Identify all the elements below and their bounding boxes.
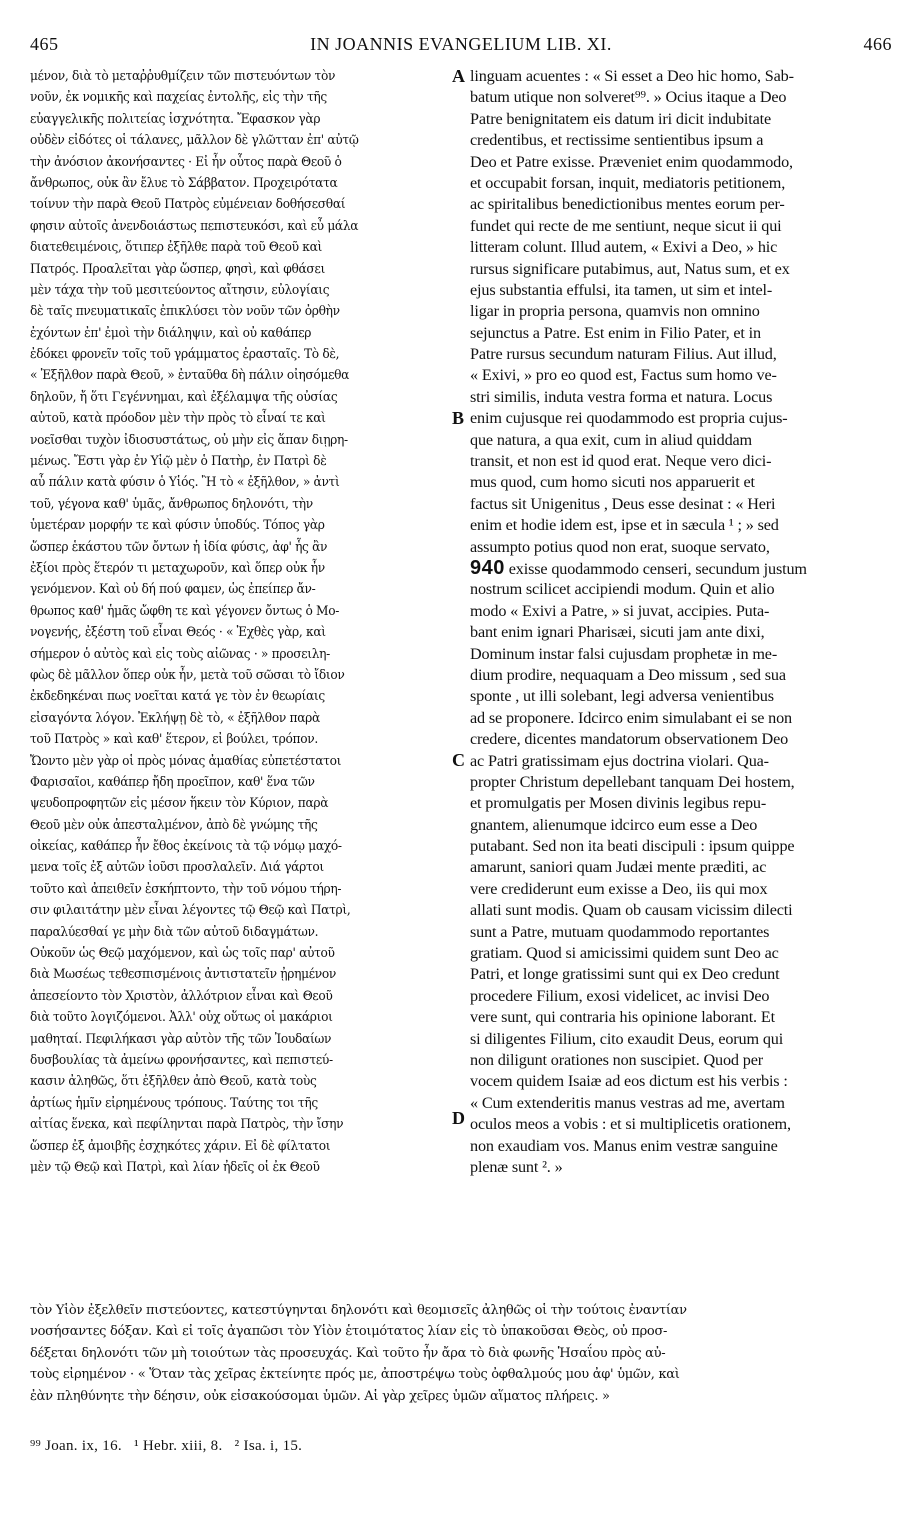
greek-text-line: μένον, διὰ τὸ μεταῤῥυθμίζειν τῶν πιστευόντων τὸν bbox=[30, 69, 336, 84]
latin-text-line: putabant. Sed non ita beati discipuli : ipsum quippe bbox=[470, 837, 795, 856]
greek-text-line: μὲν τάχα τὴν τοῦ μεσιτεύοντος αἴτησιν, εὐλογίαις bbox=[30, 282, 330, 298]
latin-text-line: et promulgatis per Mosen divinis legibus repu- bbox=[470, 794, 767, 813]
latin-text-line: fundet qui recte de me sentiunt, neque sicut ii qui bbox=[470, 216, 782, 235]
latin-text-line: plenæ sunt ². » bbox=[470, 1157, 563, 1176]
greek-text-line: διὰ τοῦτο λογιζόμενοι. Ἀλλ' οὐχ οὕτως οἱ μακάριοι bbox=[30, 1010, 333, 1026]
latin-text-line: sponte , ut illi solebant, legi adversa venientibus bbox=[470, 687, 774, 706]
latin-text-line: « Exivi, » pro eo quod est, Factus sum homo ve- bbox=[470, 366, 777, 385]
greek-text-line: μὲν τῷ Θεῷ καὶ Πατρὶ, καὶ λίαν ἠδεῖς οἱ ἐκ Θεοῦ bbox=[30, 1159, 320, 1175]
greek-text-line: ἐξίοι πρὸς ἕτερόν τι μεταχωροῦν, καὶ ὅπερ οὐκ ἦν bbox=[30, 560, 325, 576]
latin-text-line: Patre benignitatem eis datum iri dicit indubitate bbox=[470, 109, 772, 128]
margin-marker-b: B bbox=[452, 408, 465, 428]
latin-text-line: 940 exisse quodammodo censeri, secundum justum bbox=[470, 556, 807, 579]
greek-text-line: ἐκδεδηκέναι πως νοεῖται κατά γε τὸν ἐν θεωρίαις bbox=[30, 689, 325, 705]
greek-text-line: ἄνθρωπος, οὐκ ἂν ἔλυε τὸ Σάββατον. Προχειρότατα bbox=[30, 175, 338, 191]
greek-full-width-line: τὸν Υἱὸν ἐξελθεῖν πιστεύοντες, κατεστύγηνται δηλονότι καὶ θεομισεῖς ἀληθῶς οἱ τὴν τούτοις ἐναντίαν bbox=[30, 1303, 687, 1318]
column-number: 940 bbox=[470, 556, 505, 579]
greek-text-line: δηλοῦν, ἤ ὅτι Γεγέννημαι, καὶ ἐξέλαμψα τῆς οὐσίας bbox=[30, 389, 338, 405]
greek-text-line: σήμερον ὁ αὐτὸς καὶ εἰς τοὺς αἰῶνας · » προσειλη- bbox=[30, 646, 330, 662]
latin-text-line: non diligunt orationes non suscipiet. Quod per bbox=[470, 1050, 763, 1069]
greek-text-line: ψευδοπροφητῶν εἰς μέσον ἥκειν τὸν Κύριον, παρὰ bbox=[30, 796, 329, 812]
greek-full-width-line: δέξεται δηλονότι τῶν μὴ τοιούτων τὰς προσευχάς. Καὶ τοῦτο ἦν ἄρα τὸ διὰ φωνῆς Ἡσαΐου πρὸς αὐ- bbox=[30, 1345, 666, 1361]
greek-full-width-line: νοσήσαντες δόξαν. Καὶ εἰ τοῖς ἀγαπῶσι τὸν Υἱὸν ἑτοιμότατος λίαν εἰς τὸ ὑπακοῦσαι Θεὸς, οὐ προσ- bbox=[30, 1324, 668, 1340]
latin-text-line: gnantem, alienumque idcirco eum esse a Deo bbox=[470, 815, 758, 834]
latin-text-line: si diligentes Filium, cito exaudit Deus, eorum qui bbox=[470, 1029, 784, 1048]
latin-text-line: amarunt, saniori quam Judæi mente præditi, ac bbox=[470, 858, 767, 877]
latin-text-line: gratiam. Quod si amicissimi quidem sunt Deo ac bbox=[470, 944, 779, 963]
greek-text-line: τοῦ Πατρὸς » καὶ καθ' ἕτερον, εἰ βούλει, τρόπον. bbox=[30, 732, 318, 748]
latin-text-line: nostrum scilicet accipiendi modum. Quin et alio bbox=[470, 580, 775, 599]
latin-text-line: mus quod, cum homo sicuti nos apparuerit et bbox=[470, 473, 755, 492]
greek-text-line: Φαρισαῖοι, καθάπερ ἤδη προεῖπον, καθ' ἕνα τῶν bbox=[30, 774, 315, 790]
greek-text-column bbox=[30, 66, 425, 1178]
greek-text-line: μένως. Ἔστι γὰρ ἐν Υἱῷ μὲν ὁ Πατὴρ, ἐν Πατρὶ δὲ bbox=[30, 454, 327, 470]
latin-text-line: Dominum instar falsi cujusdam prophetæ in me- bbox=[470, 644, 778, 663]
greek-text-line: ὑμετέραν μορφήν τε καὶ φύσιν ὑποδύς. Τόπος γὰρ bbox=[30, 518, 325, 534]
greek-text-line: Ὤοντο μὲν γὰρ οἱ πρὸς μόνας ἀμαθίας εὐπετέστατοι bbox=[30, 753, 342, 769]
latin-text-line: non exaudiam vos. Manus enim vestræ sanguine bbox=[470, 1136, 778, 1155]
greek-text-line: οὐδὲν εἰδότες οἱ τάλανες, μᾶλλον δὲ γλῶτταν ἐπ' αὐτῷ bbox=[30, 133, 359, 149]
latin-text-line: batum utique non solveret⁹⁹. » Ocius itaque a Deo bbox=[470, 88, 787, 107]
greek-text-line: κασιν ἀληθῶς, ὅτι ἐξῆλθεν ἀπὸ Θεοῦ, κατὰ τοὺς bbox=[30, 1074, 317, 1090]
latin-text-line: rursus significare putabimus, aut, Natus sum, et ex bbox=[470, 259, 790, 278]
latin-text-line: Deo et Patre exisse. Præveniet enim quodammodo, bbox=[470, 152, 793, 171]
latin-text-line: ligar in propria persona, quamvis non omnino bbox=[470, 302, 760, 321]
latin-text-line: factus sit Unigenitus , Deus esse desinat : « Heri bbox=[470, 494, 776, 513]
latin-text-line: enim cujusque rei quodammodo est propria cujus- bbox=[470, 409, 788, 428]
latin-text-line: assumpto potius quod non erat, suoque servato, bbox=[470, 537, 770, 556]
greek-text-line: ἐδόκει φρονεῖν τοῖς τοῦ γράμματος ἐρασταῖς. Τὸ δὲ, bbox=[30, 347, 340, 363]
latin-text-line: ac spiritalibus benedictionibus mentes eorum per- bbox=[470, 195, 785, 214]
footnotes: ⁹⁹ Joan. ix, 16. ¹ Hebr. xiii, 8. ² Isa. i, 15. bbox=[30, 1438, 303, 1454]
latin-text-line: et occupabit forsan, inquit, mediatoris petitionem, bbox=[470, 173, 786, 192]
greek-text-line: σιν φιλαιτάτην μὲν εἶναι λέγοντες τῷ Θεῷ καὶ Πατρὶ, bbox=[30, 903, 351, 919]
latin-text-column bbox=[470, 66, 890, 1178]
latin-text-line: dium prodire, nequaquam a Deo missum , sed sua bbox=[470, 665, 786, 684]
latin-text-line: procedere Filium, exosi videlicet, ac invisi Deo bbox=[470, 986, 770, 1005]
latin-text-line: enim et hodie idem est, ipse et in sæcula ¹ ; » sed bbox=[470, 516, 779, 535]
margin-marker-a: A bbox=[452, 66, 465, 86]
greek-text-line: διὰ Μωσέως τεθεσπισμένοις ἀντιστατεῖν ᾐρημένον bbox=[30, 967, 336, 983]
greek-text-line: παραλύεσθαί γε μὴν διὰ τῶν αὐτοῦ διδαγμάτων. bbox=[30, 924, 319, 940]
greek-text-line: τὴν ἀνόσιον ἀκονήσαντες · Εἰ ἦν οὗτος παρὰ Θεοῦ ὁ bbox=[30, 154, 342, 170]
greek-text-line: δὲ ταῖς πνευματικαῖς ἐπικλύσει τὸν νοῦν τῶν ὀρθὴν bbox=[30, 304, 340, 320]
latin-text-line: que natura, a qua exit, cum in aliud quiddam bbox=[470, 430, 752, 449]
greek-text-line: οἰκείας, καθάπερ ἦν ἔθος ἐκείνοις τὰ τῷ νόμῳ μαχό- bbox=[30, 839, 342, 855]
latin-text-line: linguam acuentes : « Si esset a Deo hic homo, Sab- bbox=[470, 67, 794, 85]
latin-text-line: vere crediderunt eum exisse a Deo, iis qui mox bbox=[470, 879, 768, 898]
page-number-right: 466 bbox=[863, 34, 892, 54]
greek-text-line: ὥσπερ ἑκάστου τῶν ὄντων ἡ ἰδία φύσις, ἀφ' ἧς ἂν bbox=[30, 539, 328, 555]
latin-text-line: modo « Exivi a Patre, » si juvat, accipies. Puta- bbox=[470, 601, 770, 620]
greek-text-line: μενα τοῖς ἐξ αὐτῶν ἰοῦσι προσλαλεῖν. Διά γάρτοι bbox=[30, 860, 324, 876]
greek-text-line: Πατρός. Προαλεῖται γὰρ ὥσπερ, φησὶ, καὶ φθάσει bbox=[30, 261, 325, 277]
greek-text-line: ἀρτίως ἡμῖν εἰρημένους τρόπους. Ταύτης τοι τῆς bbox=[30, 1095, 318, 1111]
greek-full-width-line: τοὺς εἰρημένον · « Ὅταν τὰς χεῖρας ἐκτείνητε πρός με, ἀποστρέψω τοὺς ὀφθαλμούς μου ἀφ' ὑμῶν, καὶ bbox=[30, 1367, 680, 1383]
greek-text-line: ὥσπερ ἐξ ἀμοιβῆς ἐσχηκότες χάριν. Εἰ δὲ φίλτατοι bbox=[30, 1138, 331, 1154]
latin-text-line: Patre rursus secundum naturam Filius. Aut illud, bbox=[470, 345, 777, 364]
greek-text-line: Θεοῦ μὲν οὐκ ἀπεσταλμένον, ἀπὸ δὲ γνώμης τῆς bbox=[30, 817, 318, 833]
greek-text-line: εἰσαγόντα λόγον. Ἐκλήψῃ δὲ τὸ, « ἐξῆλθον παρὰ bbox=[30, 710, 320, 726]
latin-text-line: stri similis, induta vestra forma et natura. Locus bbox=[470, 387, 773, 406]
greek-text-line: ἐχόντων ἐπ' ἐμοὶ τὴν διάληψιν, καὶ οὐ καθάπερ bbox=[30, 325, 312, 341]
greek-text-line: γενόμενον. Καὶ οὐ δή πού φαμεν, ὡς ἐπείπερ ἄν- bbox=[30, 582, 316, 598]
latin-text-line: credentibus, et rectissime sentientibus ipsum a bbox=[470, 131, 764, 150]
latin-text-line: ac Patri gratissimam ejus doctrina violari. Qua- bbox=[470, 751, 769, 770]
greek-text-line: αὖ πάλιν κατὰ φύσιν ὁ Υἱός. Ἢ τὸ « ἐξῆλθον, » ἀντὶ bbox=[30, 475, 340, 491]
greek-text-line: ἀπεσείοντο τὸν Χριστὸν, ἀλλότριον εἶναι καὶ Θεοῦ bbox=[30, 988, 333, 1004]
latin-text-line: sejunctus a Patre. Est enim in Filio Pater, et in bbox=[470, 323, 761, 342]
latin-text-line: bant enim ignari Pharisæi, sicuti jam ante dixi, bbox=[470, 623, 765, 642]
greek-text-line: εὐαγγελικῆς πολιτείας ἰσχνότητα. Ἔφασκον γὰρ bbox=[30, 111, 321, 127]
latin-text-line: ejus substantia effulsi, ita tamen, ut sim et intel- bbox=[470, 280, 773, 299]
margin-marker-d: D bbox=[452, 1108, 465, 1128]
greek-text-line: νογενής, ἐξέστη τοῦ εἶναι Θεός · « Ἐχθὲς γὰρ, καὶ bbox=[30, 625, 326, 641]
running-title: IN JOANNIS EVANGELIUM LIB. XI. bbox=[310, 34, 612, 54]
greek-text-line: φὼς δὲ μᾶλλον ὅπερ οὐκ ἦν, μετὰ τοῦ σῶσαι τὸ ἴδιον bbox=[30, 667, 345, 683]
greek-text-line: τοῦ, γέγονα καθ' ὑμᾶς, ἄνθρωπος δηλονότι, τὴν bbox=[30, 496, 313, 512]
greek-text-line: αὐτοῦ, κατὰ πρόοδον μὲν τὴν πρὸς τὸ εἶναί τε καὶ bbox=[30, 411, 326, 427]
latin-text-line: credere, dicentes mandatorum observationem Deo bbox=[470, 730, 789, 749]
greek-text-line: μαθηταί. Πεφιλήκασι γὰρ αὐτὸν τῆς τῶν Ἰουδαίων bbox=[30, 1031, 332, 1047]
greek-text-line: θρωπος καθ' ἡμᾶς ὤφθη τε καὶ γέγονεν ὄντως ὁ Μο- bbox=[30, 603, 340, 619]
page-header bbox=[30, 34, 892, 58]
greek-text-line: « Ἐξῆλθον παρὰ Θεοῦ, » ἐνταῦθα δὴ πάλιν οἰησόμεθα bbox=[30, 368, 350, 384]
latin-text-line: allati sunt modis. Quam ob causam vicissim dilecti bbox=[470, 901, 793, 920]
latin-text-line: litteram colunt. Illud autem, « Exivi a Deo, » hic bbox=[470, 238, 778, 257]
greek-full-width-text bbox=[30, 1300, 900, 1407]
page-number-left: 465 bbox=[30, 34, 59, 54]
greek-text-line: αἰτίας ἕνεκα, καὶ πεφίληνται παρὰ Πατρὸς, τὴν ἴσην bbox=[30, 1117, 344, 1133]
latin-text-line: oculos meos a vobis : et si multiplicetis orationem, bbox=[470, 1115, 791, 1134]
greek-text-line: διατεθειμένοις, ὅτιπερ ἐξῆλθε παρὰ τοῦ Θεοῦ καὶ bbox=[30, 240, 322, 256]
margin-marker-c: C bbox=[452, 750, 465, 770]
greek-text-line: νοῦν, ἐκ νομικῆς καὶ παχείας ἐντολῆς, εἰς τὴν τῆς bbox=[30, 90, 327, 106]
latin-text-line: transit, et non est id quod erat. Neque vero dici- bbox=[470, 452, 772, 471]
greek-text-line: δυσβουλίας τὰ ἀμείνω φρονήσαντες, καὶ πεπιστεύ- bbox=[30, 1052, 333, 1068]
greek-text-line: τοίνυν τὴν παρὰ Θεοῦ Πατρὸς εὐμένειαν δοθήσεσθαί bbox=[30, 197, 346, 213]
latin-text-line: sunt a Patre, mutuam quodammodo reportantes bbox=[470, 922, 770, 941]
greek-text-line: Οὐκοῦν ὡς Θεῷ μαχόμενον, καὶ ὡς τοῖς παρ' αὐτοῦ bbox=[30, 946, 335, 962]
latin-text-line: ad se proponere. Idcirco enim simulabant ei se non bbox=[470, 708, 792, 727]
greek-text-line: νοεῖσθαι τυχὸν ἰδιοσυστάτως, οὐ μὴν εἰς ἅπαν διῃρη- bbox=[30, 432, 348, 448]
latin-text-line: vocem quidem Isaiæ ad eos dictum est his verbis : bbox=[470, 1072, 788, 1091]
greek-text-line: φησιν αὐτοῖς ἀνενδοιάστως πεπιστευκόσι, καὶ εὖ μάλα bbox=[30, 218, 359, 234]
greek-text-line: τοῦτο καὶ ἀπειθεῖν ἐσκήπτοντο, τὴν τοῦ νόμου τήρη- bbox=[30, 881, 342, 897]
latin-text-line: « Cum extenderitis manus vestras ad me, avertam bbox=[470, 1093, 785, 1112]
latin-text-line: propter Christum depellebant tanquam Dei hostem, bbox=[470, 772, 795, 791]
greek-full-width-line: ἐὰν πληθύνητε τὴν δέησιν, οὐκ εἰσακούσομαι ὑμῶν. Αἱ γὰρ χεῖρες ὑμῶν αἵματος πλήρεις. » bbox=[30, 1388, 610, 1404]
latin-text-line: Patri, et longe gratissimi sunt qui ex Deo credunt bbox=[470, 965, 780, 984]
latin-text-line: vere sunt, qui contraria his opinione laborant. Et bbox=[470, 1008, 775, 1027]
